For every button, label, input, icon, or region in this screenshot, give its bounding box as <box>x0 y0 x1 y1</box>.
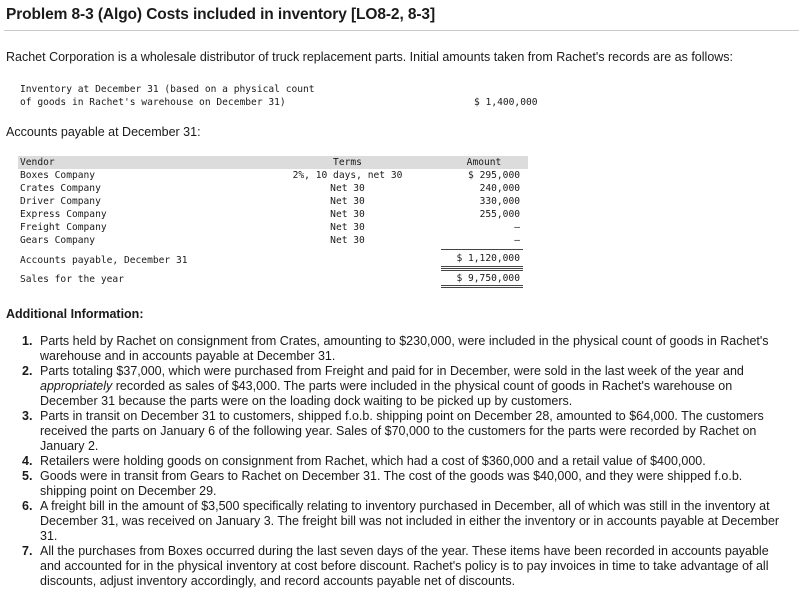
item-number: 4. <box>22 454 33 468</box>
inventory-label-line2: of goods in Rachet's warehouse on December 31) <box>20 97 286 108</box>
row-vendor: Freight Company <box>20 222 107 233</box>
row-amount: – <box>514 235 520 246</box>
sales-overline <box>441 270 523 271</box>
list-item <box>22 499 792 544</box>
row-amount: – <box>514 222 520 233</box>
item-text: Parts in transit on December 31 to customers, shipped f.o.b. shipping point on December 28, amounted to $64,000. The customers received the parts on January 6 of the following year. Sales of $70,000 to the customers for the parts were recorded by Rachet on January 2. <box>40 409 764 453</box>
row-terms: Net 30 <box>330 196 365 207</box>
page-title: Problem 8-3 (Algo) Costs included in inventory [LO8-2, 8-3] <box>6 6 436 23</box>
row-vendor: Crates Company <box>20 183 101 194</box>
list-item <box>22 469 792 499</box>
total-underline <box>441 266 523 267</box>
item-emphasis: appropriately <box>40 379 113 393</box>
sales-double-underline <box>441 287 523 288</box>
total-label: Accounts payable, December 31 <box>20 255 188 266</box>
list-item <box>22 334 792 364</box>
intro-text: Rachet Corporation is a wholesale distributor of truck replacement parts. Initial amounts taken from Rachet's records are as follows: <box>6 50 734 64</box>
row-amount: 240,000 <box>479 183 520 194</box>
inventory-label-line1: Inventory at December 31 (based on a physical count <box>20 84 315 95</box>
item-number: 7. <box>22 544 33 558</box>
item-text: Parts held by Rachet on consignment from Crates, amounting to $230,000, were included in the physical count of goods in Rachet's warehouse and in accounts payable at December 31. <box>40 334 769 363</box>
item-number: 2. <box>22 364 33 378</box>
row-amount: 330,000 <box>479 196 520 207</box>
list-item <box>22 364 792 409</box>
item-text: Goods were in transit from Gears to Rachet on December 31. The cost of the goods was $40,000, and they were shipped f.o.b. shipping point on December 29. <box>40 469 743 498</box>
list-item <box>22 454 792 469</box>
item-text: Retailers were holding goods on consignment from Rachet, which had a cost of $360,000 and a retail value of $400,000. <box>40 454 706 468</box>
column-header-terms: Terms <box>333 157 362 168</box>
column-header-vendor: Vendor <box>20 157 55 168</box>
row-terms: Net 30 <box>330 222 365 233</box>
list-item <box>22 544 792 589</box>
row-vendor: Boxes Company <box>20 170 96 181</box>
item-text: All the purchases from Boxes occurred during the last seven days of the year. These items have been recorded in accounts payable and accounted for in the physical inventory at cost before discount. Rachet's policy is to pay invoices in time to take advantage of all discounts, adjust inventory accordingly, and record accounts payable net of discounts. <box>40 544 769 588</box>
column-header-amount: Amount <box>466 157 502 168</box>
accounts-payable-heading: Accounts payable at December 31: <box>6 125 201 139</box>
row-amount: $ 295,000 <box>468 170 520 181</box>
item-text-end: recorded as sales of $43,000. The parts were included in the physical count of goods in Rachet's warehouse on December 31 because the parts were on the loading dock waiting to be picked up by customers. <box>40 379 733 408</box>
item-number: 3. <box>22 409 33 423</box>
total-value: $ 1,120,000 <box>456 253 520 264</box>
row-terms: Net 30 <box>330 183 365 194</box>
additional-information-heading: Additional Information: <box>6 307 144 321</box>
item-text: A freight bill in the amount of $3,500 specifically relating to inventory purchased in December, all of which was still in the inventory at December 31, was received on January 3. The freight bill was not included in either the inventory or in accounts payable at December 31. <box>40 499 780 543</box>
sales-underline <box>441 285 523 286</box>
title-divider <box>4 30 799 31</box>
sales-label: Sales for the year <box>20 274 124 285</box>
subtotal-rule <box>441 249 523 250</box>
row-vendor: Express Company <box>20 209 107 220</box>
item-text-start: Parts totaling $37,000, which were purchased from Freight and paid for in December, were sold in the last week of the year and <box>40 364 744 378</box>
row-amount: 255,000 <box>479 209 520 220</box>
row-terms: Net 30 <box>330 209 365 220</box>
additional-information-list <box>22 334 792 589</box>
row-vendor: Driver Company <box>20 196 101 207</box>
list-item <box>22 409 792 454</box>
item-number: 1. <box>22 334 33 348</box>
total-double-underline <box>441 268 523 269</box>
row-terms: 2%, 10 days, net 30 <box>292 170 403 181</box>
inventory-value: $ 1,400,000 <box>474 97 538 108</box>
sales-value: $ 9,750,000 <box>456 273 520 284</box>
item-number: 6. <box>22 499 33 513</box>
row-terms: Net 30 <box>330 235 365 246</box>
row-vendor: Gears Company <box>20 235 96 246</box>
item-number: 5. <box>22 469 33 483</box>
